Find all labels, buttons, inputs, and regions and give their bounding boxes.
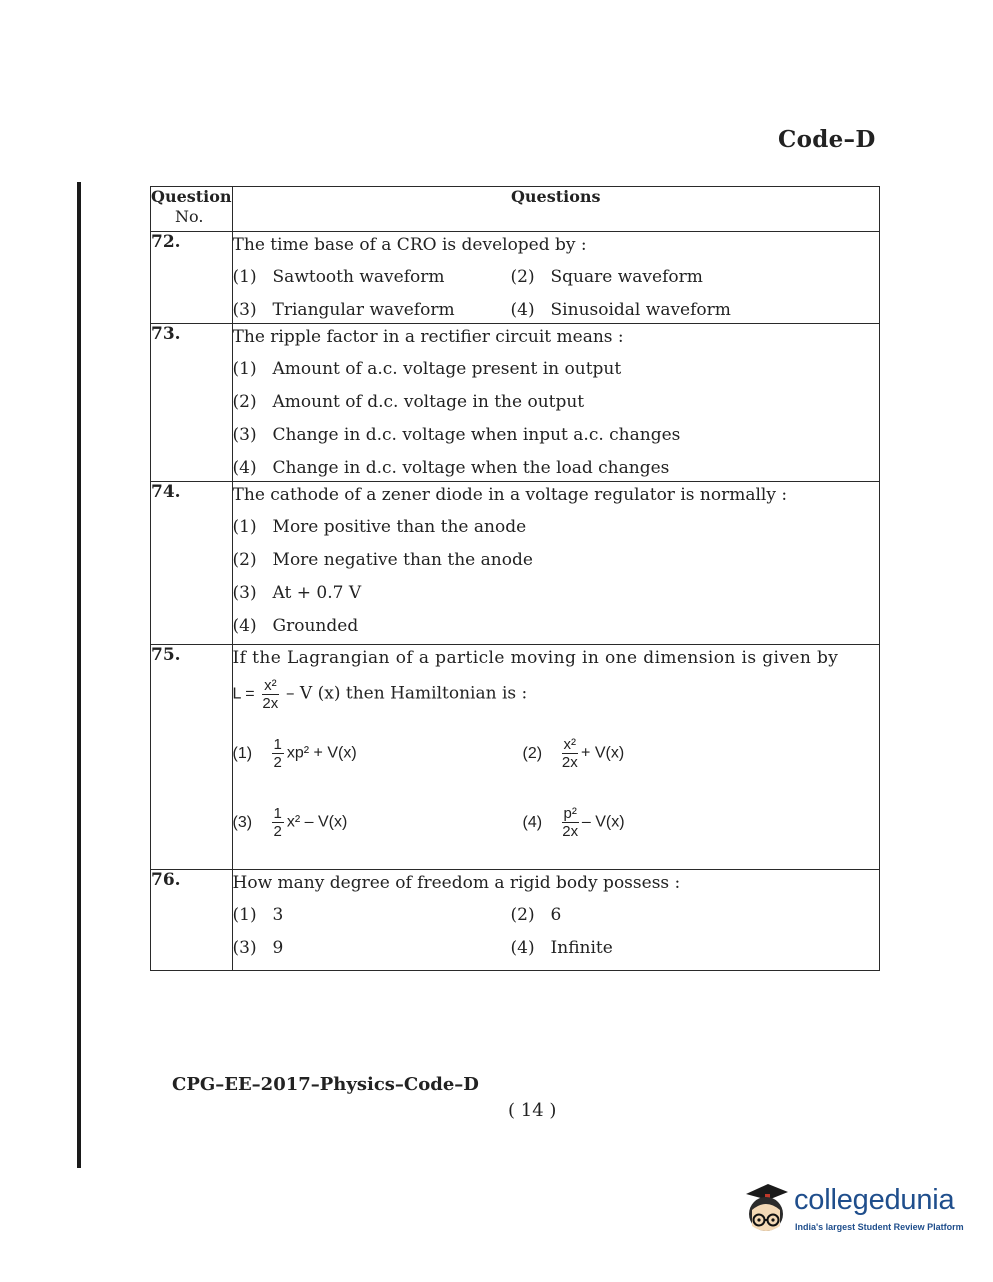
table-row: [151, 645, 880, 870]
footer-paper-code: CPG–EE–2017–Physics–Code–D: [172, 1074, 479, 1095]
page-number: ( 14 ): [508, 1100, 557, 1121]
option-1: (1) Sawtooth waveform: [232, 267, 445, 287]
option-1: (1) 3: [232, 905, 284, 925]
option-3: (3) 9: [232, 938, 284, 958]
question-stem: If the Lagrangian of a particle moving in one dimension is given by: [232, 648, 839, 668]
logo-brand: collegedunia: [794, 1184, 955, 1216]
question-body: [232, 232, 879, 324]
option-4: (4) Change in d.c. voltage when the load changes: [232, 458, 670, 478]
paper-code: Code–D: [778, 126, 876, 153]
option-3: (3) Triangular waveform: [232, 300, 455, 320]
option-3: (3) At + 0.7 V: [232, 583, 362, 603]
option-2: (2) Square waveform: [510, 267, 703, 287]
binding-margin-line: [77, 182, 81, 1168]
question-table: [150, 186, 880, 971]
option-4: (4) $\frac{\text{p²}}{2x}$ – V(x): [522, 805, 625, 840]
question-body: [232, 324, 879, 482]
option-3: (3) $\frac{1}{2}$ x² – V(x): [232, 805, 348, 840]
question-number: 75.: [151, 645, 233, 870]
question-body: [232, 870, 879, 971]
question-body: [232, 482, 879, 645]
option-1: (1) Amount of a.c. voltage present in output: [232, 359, 622, 379]
option-3: (3) Change in d.c. voltage when input a.c. changes: [232, 425, 681, 445]
option-1: (1) More positive than the anode: [232, 517, 527, 537]
option-4: (4) Infinite: [510, 938, 613, 958]
logo-tagline: India's largest Student Review Platform: [795, 1222, 964, 1232]
table-row: [151, 232, 880, 324]
question-stem: The cathode of a zener diode in a voltage regulator is normally :: [232, 485, 788, 505]
fraction: $\frac{\text{x²}}{2x}$: [262, 677, 279, 712]
table-row: [151, 870, 880, 971]
option-1: (1) $\frac{1}{2}$ xp² + V(x): [232, 736, 357, 771]
option-4: (4) Sinusoidal waveform: [510, 300, 731, 320]
table-row: [151, 324, 880, 482]
question-stem: The ripple factor in a rectifier circuit means :: [232, 327, 624, 347]
question-body: [232, 645, 879, 870]
question-number: 76.: [151, 870, 233, 971]
mascot-icon: [738, 1180, 794, 1240]
question-number: 73.: [151, 324, 233, 482]
question-number: 74.: [151, 482, 233, 645]
lagrangian-expression: L = $\frac{\text{x²}}{2x}$ – V (x) then Hamiltonian is :: [232, 677, 528, 712]
question-stem: The time base of a CRO is developed by :: [232, 235, 587, 255]
table-header-row: [151, 187, 880, 232]
option-2: (2) More negative than the anode: [232, 550, 533, 570]
option-2: (2) Amount of d.c. voltage in the output: [232, 392, 585, 412]
table-row: [151, 482, 880, 645]
question-number-header: Question No.: [151, 187, 233, 232]
option-4: (4) Grounded: [232, 616, 359, 636]
option-2: (2) $\frac{\text{x²}}{2x}$ + V(x): [522, 736, 625, 771]
collegedunia-logo: [738, 1180, 963, 1240]
option-2: (2) 6: [510, 905, 562, 925]
question-stem: How many degree of freedom a rigid body possess :: [232, 873, 681, 893]
question-number: 72.: [151, 232, 233, 324]
questions-header: Questions: [232, 187, 879, 232]
